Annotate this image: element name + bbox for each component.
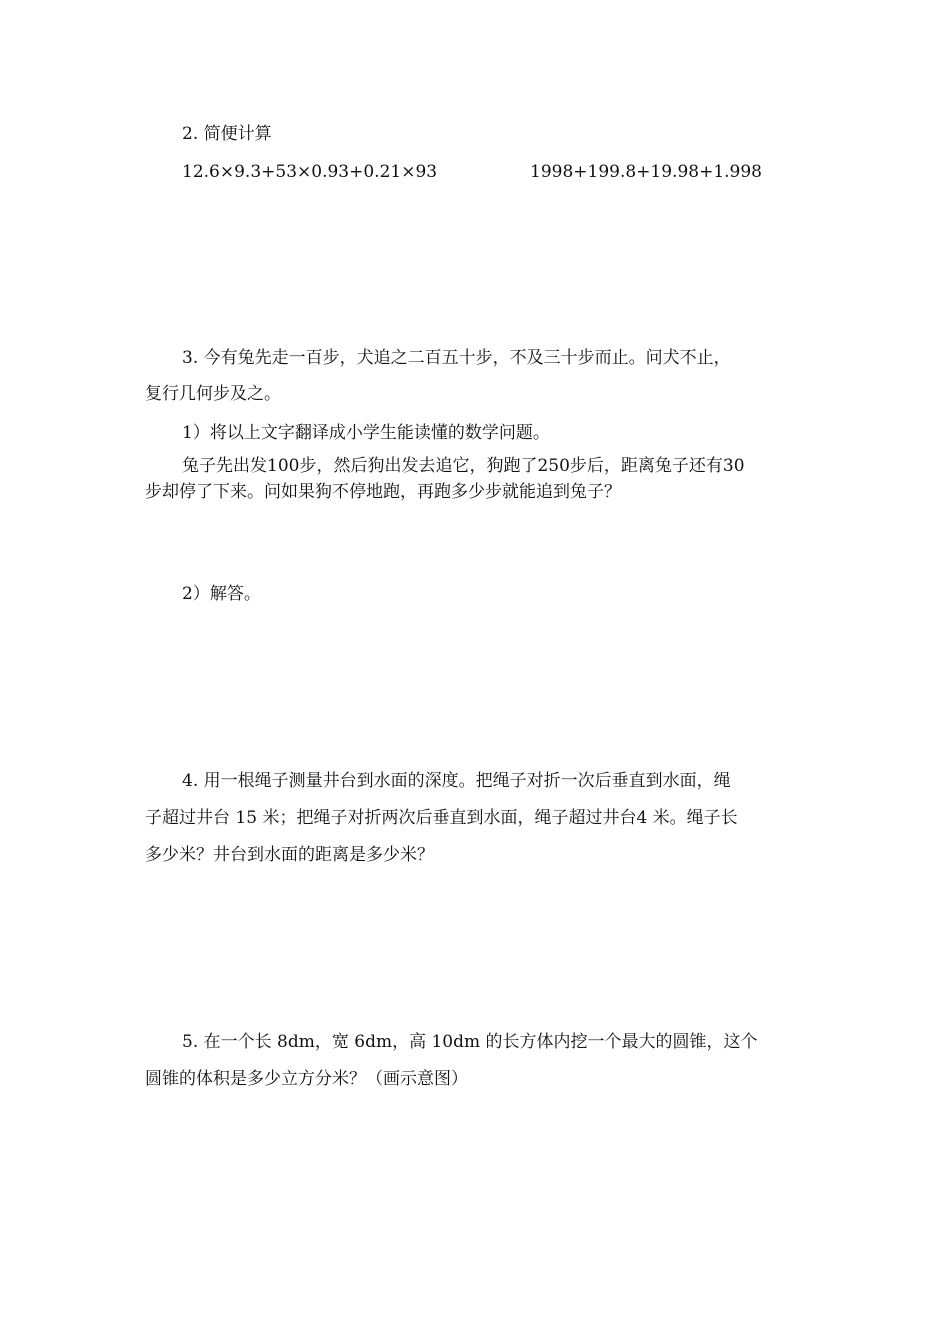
q5-line-1: 5. 在一个长 8dm，宽 6dm，高 10dm 的长方体内挖一个最大的圆锥，这个 [182, 1032, 758, 1052]
q3-answer-line-1: 兔子先出发100步，然后狗出发去追它，狗跑了250步后，距离兔子还有30 [182, 456, 745, 476]
q4-line-1: 4. 用一根绳子测量井台到水面的深度。把绳子对折一次后垂直到水面，绳 [182, 771, 731, 791]
q3-line-2: 复行几何步及之。 [145, 384, 281, 404]
q4-line-3: 多少米？井台到水面的距离是多少米？ [145, 845, 434, 865]
q3-line-1: 3. 今有兔先走一百步，犬追之二百五十步，不及三十步而止。问犬不止， [182, 348, 731, 368]
q2-expression-left: 12.6×9.3+53×0.93+0.21×93 [182, 162, 438, 182]
q3-answer-line-2: 步却停了下来。问如果狗不停地跑，再跑多少步就能追到兔子？ [145, 482, 621, 502]
q3-subquestion-1: 1）将以上文字翻译成小学生能读懂的数学问题。 [182, 423, 550, 443]
q4-line-2: 子超过井台 15 米；把绳子对折两次后垂直到水面，绳子超过井台4 米。绳子长 [145, 808, 738, 828]
q2-title: 2. 简便计算 [182, 124, 272, 144]
q5-line-2: 圆锥的体积是多少立方分米？（画示意图） [145, 1069, 468, 1089]
q2-expression-right: 1998+199.8+19.98+1.998 [530, 162, 762, 182]
q3-subquestion-2: 2）解答。 [182, 584, 261, 604]
